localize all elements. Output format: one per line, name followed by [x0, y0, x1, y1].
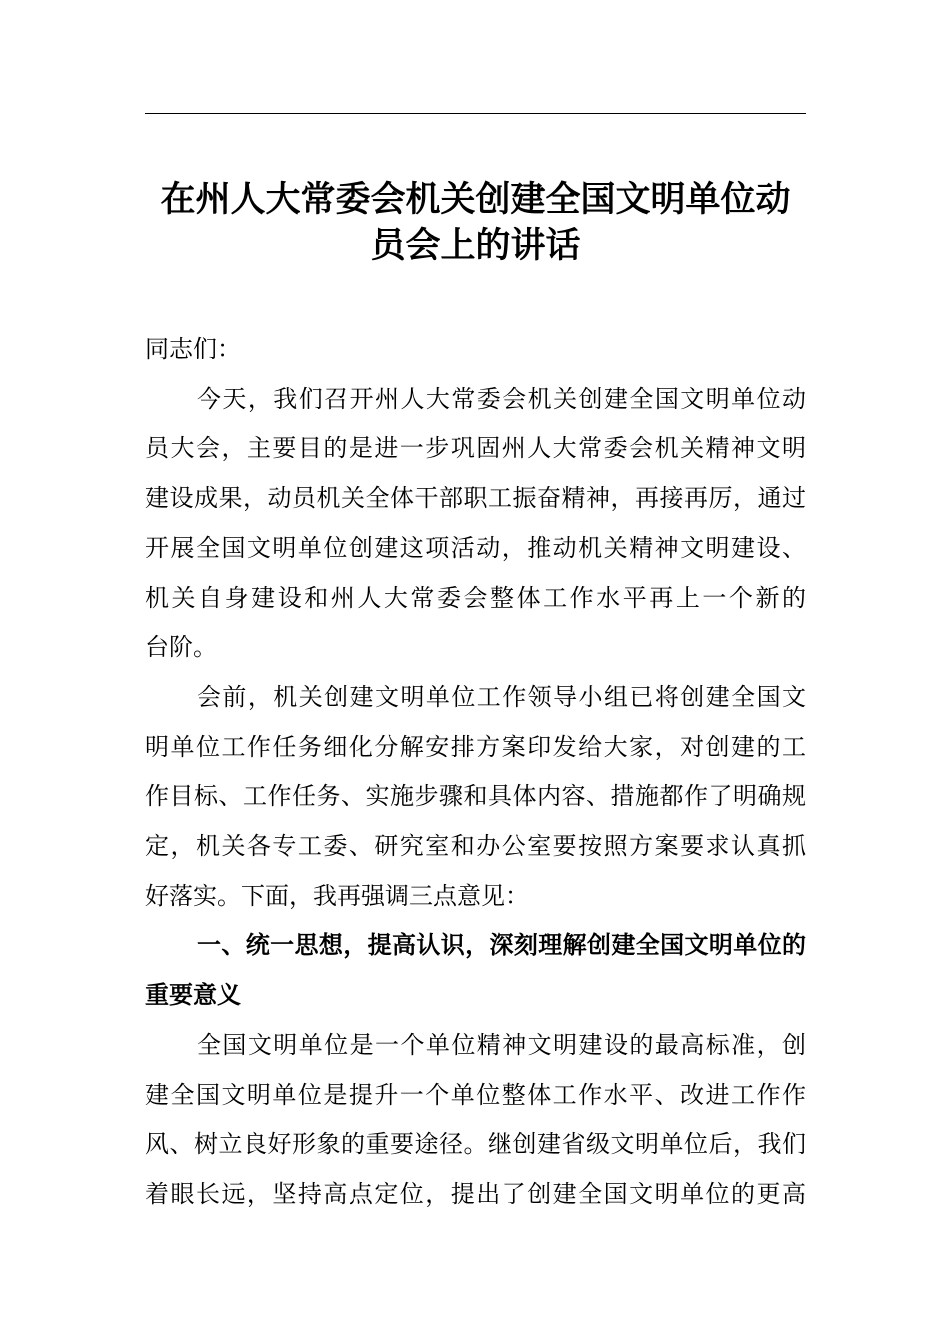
paragraph-line: 建设成果，动员机关全体干部职工振奋精神，再接再厉，通过	[145, 484, 806, 513]
body-paragraph	[145, 375, 806, 673]
paragraph-line: 会前，机关创建文明单位工作领导小组已将创建全国文	[197, 682, 806, 711]
title-line: 员会上的讲话	[370, 226, 581, 266]
top-rule	[145, 113, 806, 114]
body-paragraph	[145, 673, 806, 922]
document-title	[145, 177, 806, 269]
paragraph-line: 定，机关各专工委、研究室和办公室要按照方案要求认真抓	[145, 832, 806, 861]
section-heading	[145, 921, 806, 1020]
paragraph-line: 明单位工作任务细化分解安排方案印发给大家，对创建的工	[145, 732, 806, 761]
heading-line: 重要意义	[145, 981, 241, 1010]
paragraph-line: 台阶。	[145, 633, 217, 662]
paragraph-line: 全国文明单位是一个单位精神文明建设的最高标准，创	[197, 1030, 806, 1059]
paragraph-line: 今天，我们召开州人大常委会机关创建全国文明单位动	[197, 384, 806, 413]
paragraph-line: 作目标、工作任务、实施步骤和具体内容、措施都作了明确规	[145, 782, 806, 811]
body-paragraph	[145, 1021, 806, 1220]
document-body	[145, 325, 806, 1220]
paragraph-line: 开展全国文明单位创建这项活动，推动机关精神文明建设、	[145, 533, 806, 562]
title-line: 在州人大常委会机关创建全国文明单位动	[160, 180, 791, 220]
salutation: 同志们：	[145, 335, 241, 363]
paragraph-line: 好落实。下面，我再强调三点意见：	[145, 881, 529, 910]
paragraph-line: 员大会，主要目的是进一步巩固州人大常委会机关精神文明	[145, 434, 806, 463]
paragraph-line: 机关自身建设和州人大常委会整体工作水平再上一个新的	[145, 583, 806, 612]
paragraph-line: 建全国文明单位是提升一个单位整体工作水平、改进工作作	[145, 1080, 806, 1109]
paragraph-line: 风、树立良好形象的重要途径。继创建省级文明单位后，我们	[145, 1130, 806, 1159]
heading-line: 一、统一思想，提高认识，深刻理解创建全国文明单位的	[197, 931, 806, 960]
paragraph-line: 着眼长远，坚持高点定位，提出了创建全国文明单位的更高	[145, 1179, 806, 1208]
